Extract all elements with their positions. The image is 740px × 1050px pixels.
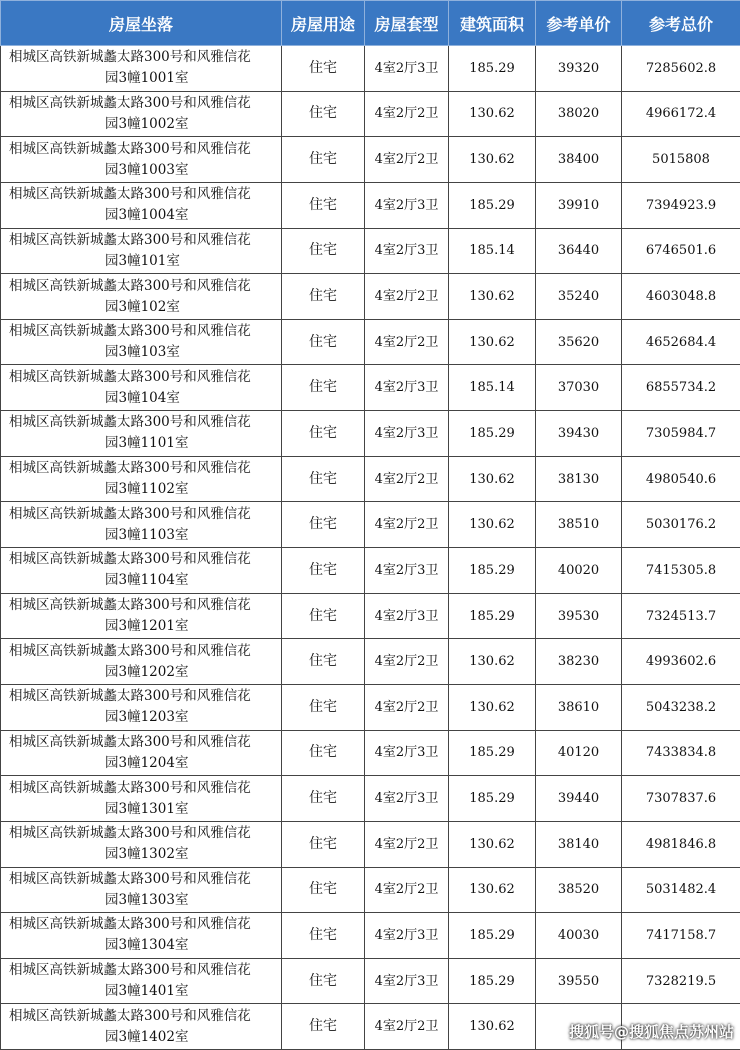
cell-total-price: 5031482.4 — [622, 867, 740, 913]
location-line-2: 园3幢1302室 — [9, 844, 279, 865]
cell-layout: 4室2厅2卫 — [365, 821, 449, 867]
location-line-2: 园3幢1001室 — [9, 68, 279, 89]
table-row — [1, 867, 740, 913]
location-line-2: 园3幢1101室 — [9, 433, 279, 454]
table-body — [1, 46, 740, 1050]
location-line-1: 相城区高铁新城蠡太路300号和风雅信花 — [9, 414, 251, 430]
cell-location — [1, 411, 282, 457]
cell-area: 185.14 — [449, 228, 536, 274]
cell-area: 185.29 — [449, 913, 536, 959]
cell-layout: 4室2厅3卫 — [365, 182, 449, 228]
cell-unit-price: 39440 — [536, 776, 622, 822]
cell-unit-price: 38510 — [536, 502, 622, 548]
cell-usage: 住宅 — [282, 821, 365, 867]
cell-usage: 住宅 — [282, 867, 365, 913]
cell-layout: 4室2厅3卫 — [365, 411, 449, 457]
cell-location — [1, 684, 282, 730]
table-row — [1, 91, 740, 137]
table-row — [1, 684, 740, 730]
cell-usage: 住宅 — [282, 319, 365, 365]
cell-location — [1, 274, 282, 320]
cell-unit-price: 36440 — [536, 228, 622, 274]
cell-total-price: 5030176.2 — [622, 502, 740, 548]
cell-unit-price: 37030 — [536, 365, 622, 411]
location-line-1: 相城区高铁新城蠡太路300号和风雅信花 — [9, 506, 251, 522]
table-row — [1, 411, 740, 457]
header-total-price: 参考总价 — [622, 1, 740, 46]
cell-area: 130.62 — [449, 684, 536, 730]
cell-total-price: 7328219.5 — [622, 958, 740, 1004]
location-line-2: 园3幢1003室 — [9, 160, 279, 181]
location-line-2: 园3幢1201室 — [9, 616, 279, 637]
table-header — [1, 1, 740, 46]
location-line-1: 相城区高铁新城蠡太路300号和风雅信花 — [9, 232, 251, 248]
cell-location — [1, 776, 282, 822]
cell-layout: 4室2厅2卫 — [365, 137, 449, 183]
cell-layout: 4室2厅3卫 — [365, 776, 449, 822]
cell-unit-price: 39430 — [536, 411, 622, 457]
cell-area: 130.62 — [449, 91, 536, 137]
cell-area: 130.62 — [449, 1004, 536, 1050]
cell-total-price: 7415305.8 — [622, 548, 740, 594]
cell-usage: 住宅 — [282, 228, 365, 274]
cell-usage: 住宅 — [282, 91, 365, 137]
cell-total-price: 4603048.8 — [622, 274, 740, 320]
cell-area: 130.62 — [449, 502, 536, 548]
header-layout: 房屋套型 — [365, 1, 449, 46]
cell-layout: 4室2厅2卫 — [365, 684, 449, 730]
location-line-2: 园3幢1002室 — [9, 114, 279, 135]
location-line-1: 相城区高铁新城蠡太路300号和风雅信花 — [9, 369, 251, 385]
location-line-2: 园3幢102室 — [9, 297, 279, 318]
table-row — [1, 639, 740, 685]
cell-area: 185.29 — [449, 730, 536, 776]
cell-usage: 住宅 — [282, 548, 365, 594]
table-row — [1, 456, 740, 502]
table-row — [1, 137, 740, 183]
location-line-1: 相城区高铁新城蠡太路300号和风雅信花 — [9, 688, 251, 704]
cell-layout: 4室2厅3卫 — [365, 958, 449, 1004]
location-line-1: 相城区高铁新城蠡太路300号和风雅信花 — [9, 49, 251, 65]
cell-area: 185.29 — [449, 958, 536, 1004]
location-line-1: 相城区高铁新城蠡太路300号和风雅信花 — [9, 780, 251, 796]
cell-location — [1, 46, 282, 92]
cell-location — [1, 228, 282, 274]
header-row — [1, 1, 740, 46]
location-line-1: 相城区高铁新城蠡太路300号和风雅信花 — [9, 460, 251, 476]
table-row — [1, 821, 740, 867]
cell-layout: 4室2厅2卫 — [365, 639, 449, 685]
location-line-1: 相城区高铁新城蠡太路300号和风雅信花 — [9, 186, 251, 202]
location-line-2: 园3幢1202室 — [9, 662, 279, 683]
cell-area: 185.29 — [449, 548, 536, 594]
location-line-2: 园3幢104室 — [9, 388, 279, 409]
cell-area: 130.62 — [449, 319, 536, 365]
cell-layout: 4室2厅3卫 — [365, 593, 449, 639]
cell-unit-price: 40030 — [536, 913, 622, 959]
cell-usage: 住宅 — [282, 137, 365, 183]
cell-total-price: 7324513.7 — [622, 593, 740, 639]
cell-usage: 住宅 — [282, 274, 365, 320]
table-row — [1, 913, 740, 959]
cell-location — [1, 913, 282, 959]
cell-layout: 4室2厅2卫 — [365, 319, 449, 365]
cell-total-price: 4652684.4 — [622, 319, 740, 365]
cell-unit-price: 40120 — [536, 730, 622, 776]
location-line-2: 园3幢101室 — [9, 251, 279, 272]
cell-layout: 4室2厅3卫 — [365, 913, 449, 959]
cell-total-price: 5043238.2 — [622, 684, 740, 730]
location-line-1: 相城区高铁新城蠡太路300号和风雅信花 — [9, 1008, 251, 1024]
location-line-1: 相城区高铁新城蠡太路300号和风雅信花 — [9, 871, 251, 887]
cell-unit-price: 38520 — [536, 867, 622, 913]
cell-unit-price: 39910 — [536, 182, 622, 228]
location-line-1: 相城区高铁新城蠡太路300号和风雅信花 — [9, 962, 251, 978]
table-row — [1, 730, 740, 776]
cell-usage: 住宅 — [282, 684, 365, 730]
table-row — [1, 365, 740, 411]
cell-location — [1, 593, 282, 639]
cell-location — [1, 639, 282, 685]
location-line-1: 相城区高铁新城蠡太路300号和风雅信花 — [9, 734, 251, 750]
cell-total-price: 4981846.8 — [622, 821, 740, 867]
cell-unit-price: 35240 — [536, 274, 622, 320]
cell-area: 130.62 — [449, 274, 536, 320]
cell-unit-price: 39550 — [536, 958, 622, 1004]
cell-location — [1, 821, 282, 867]
location-line-1: 相城区高铁新城蠡太路300号和风雅信花 — [9, 643, 251, 659]
cell-total-price: 7433834.8 — [622, 730, 740, 776]
table-row — [1, 548, 740, 594]
table-row — [1, 776, 740, 822]
table-row — [1, 593, 740, 639]
cell-total-price: 6746501.6 — [622, 228, 740, 274]
cell-layout: 4室2厅3卫 — [365, 365, 449, 411]
watermark: 搜狐号@搜狐焦点苏州站 — [569, 1021, 734, 1042]
location-line-2: 园3幢1304室 — [9, 935, 279, 956]
header-area: 建筑面积 — [449, 1, 536, 46]
cell-location — [1, 91, 282, 137]
cell-usage: 住宅 — [282, 639, 365, 685]
location-line-2: 园3幢1203室 — [9, 707, 279, 728]
cell-location — [1, 958, 282, 1004]
location-line-1: 相城区高铁新城蠡太路300号和风雅信花 — [9, 597, 251, 613]
cell-unit-price: 38140 — [536, 821, 622, 867]
cell-location — [1, 730, 282, 776]
cell-layout: 4室2厅2卫 — [365, 456, 449, 502]
cell-unit-price: 38400 — [536, 137, 622, 183]
cell-unit-price: 40020 — [536, 548, 622, 594]
cell-usage: 住宅 — [282, 913, 365, 959]
location-line-2: 园3幢103室 — [9, 342, 279, 363]
cell-unit-price: 38610 — [536, 684, 622, 730]
cell-total-price: 7305984.7 — [622, 411, 740, 457]
table-row — [1, 274, 740, 320]
cell-location — [1, 365, 282, 411]
header-usage: 房屋用途 — [282, 1, 365, 46]
cell-usage: 住宅 — [282, 1004, 365, 1050]
cell-layout: 4室2厅2卫 — [365, 91, 449, 137]
location-line-2: 园3幢1004室 — [9, 205, 279, 226]
location-line-2: 园3幢1303室 — [9, 890, 279, 911]
cell-layout: 4室2厅3卫 — [365, 228, 449, 274]
cell-unit-price: 38130 — [536, 456, 622, 502]
cell-total-price: 4993602.6 — [622, 639, 740, 685]
cell-area: 130.62 — [449, 639, 536, 685]
cell-total-price: 5015808 — [622, 137, 740, 183]
cell-total-price: 4980540.6 — [622, 456, 740, 502]
cell-area: 185.29 — [449, 46, 536, 92]
location-line-1: 相城区高铁新城蠡太路300号和风雅信花 — [9, 551, 251, 567]
cell-layout: 4室2厅3卫 — [365, 548, 449, 594]
cell-unit-price: 38230 — [536, 639, 622, 685]
cell-total-price: 7285602.8 — [622, 46, 740, 92]
header-location: 房屋坐落 — [1, 1, 282, 46]
location-line-2: 园3幢1301室 — [9, 799, 279, 820]
cell-usage: 住宅 — [282, 776, 365, 822]
cell-layout: 4室2厅2卫 — [365, 274, 449, 320]
cell-total-price: 7394923.9 — [622, 182, 740, 228]
location-line-2: 园3幢1103室 — [9, 525, 279, 546]
cell-usage: 住宅 — [282, 46, 365, 92]
cell-area: 130.62 — [449, 137, 536, 183]
cell-location — [1, 867, 282, 913]
cell-location — [1, 137, 282, 183]
cell-unit-price: 35620 — [536, 319, 622, 365]
location-line-1: 相城区高铁新城蠡太路300号和风雅信花 — [9, 278, 251, 294]
cell-area: 130.62 — [449, 867, 536, 913]
cell-area: 130.62 — [449, 456, 536, 502]
cell-area: 185.29 — [449, 411, 536, 457]
location-line-2: 园3幢1204室 — [9, 753, 279, 774]
cell-usage: 住宅 — [282, 411, 365, 457]
location-line-2: 园3幢1102室 — [9, 479, 279, 500]
location-line-1: 相城区高铁新城蠡太路300号和风雅信花 — [9, 916, 251, 932]
cell-total-price: 4966172.4 — [622, 91, 740, 137]
cell-unit-price: 39320 — [536, 46, 622, 92]
cell-usage: 住宅 — [282, 365, 365, 411]
cell-unit-price: 38020 — [536, 91, 622, 137]
cell-usage: 住宅 — [282, 593, 365, 639]
cell-area: 185.29 — [449, 182, 536, 228]
cell-area: 130.62 — [449, 821, 536, 867]
cell-location — [1, 319, 282, 365]
cell-area: 185.29 — [449, 776, 536, 822]
cell-usage: 住宅 — [282, 456, 365, 502]
table-row — [1, 46, 740, 92]
cell-usage: 住宅 — [282, 502, 365, 548]
header-unit-price: 参考单价 — [536, 1, 622, 46]
location-line-1: 相城区高铁新城蠡太路300号和风雅信花 — [9, 323, 251, 339]
cell-area: 185.14 — [449, 365, 536, 411]
table-row — [1, 182, 740, 228]
cell-usage: 住宅 — [282, 730, 365, 776]
cell-location — [1, 456, 282, 502]
cell-location — [1, 182, 282, 228]
table-row — [1, 228, 740, 274]
location-line-2: 园3幢1104室 — [9, 570, 279, 591]
cell-location — [1, 548, 282, 594]
location-line-2: 园3幢1401室 — [9, 981, 279, 1002]
cell-area: 185.29 — [449, 593, 536, 639]
location-line-1: 相城区高铁新城蠡太路300号和风雅信花 — [9, 825, 251, 841]
table-row — [1, 319, 740, 365]
cell-unit-price: 39530 — [536, 593, 622, 639]
location-line-1: 相城区高铁新城蠡太路300号和风雅信花 — [9, 141, 251, 157]
location-line-1: 相城区高铁新城蠡太路300号和风雅信花 — [9, 95, 251, 111]
cell-location — [1, 502, 282, 548]
cell-usage: 住宅 — [282, 182, 365, 228]
cell-layout: 4室2厅2卫 — [365, 867, 449, 913]
cell-layout: 4室2厅2卫 — [365, 1004, 449, 1050]
table-row — [1, 502, 740, 548]
cell-total-price: 7417158.7 — [622, 913, 740, 959]
cell-layout: 4室2厅3卫 — [365, 730, 449, 776]
cell-total-price: 7307837.6 — [622, 776, 740, 822]
cell-usage: 住宅 — [282, 958, 365, 1004]
cell-location — [1, 1004, 282, 1050]
location-line-2: 园3幢1402室 — [9, 1027, 279, 1048]
cell-total-price: 6855734.2 — [622, 365, 740, 411]
table-row — [1, 958, 740, 1004]
cell-layout: 4室2厅3卫 — [365, 46, 449, 92]
cell-layout: 4室2厅2卫 — [365, 502, 449, 548]
